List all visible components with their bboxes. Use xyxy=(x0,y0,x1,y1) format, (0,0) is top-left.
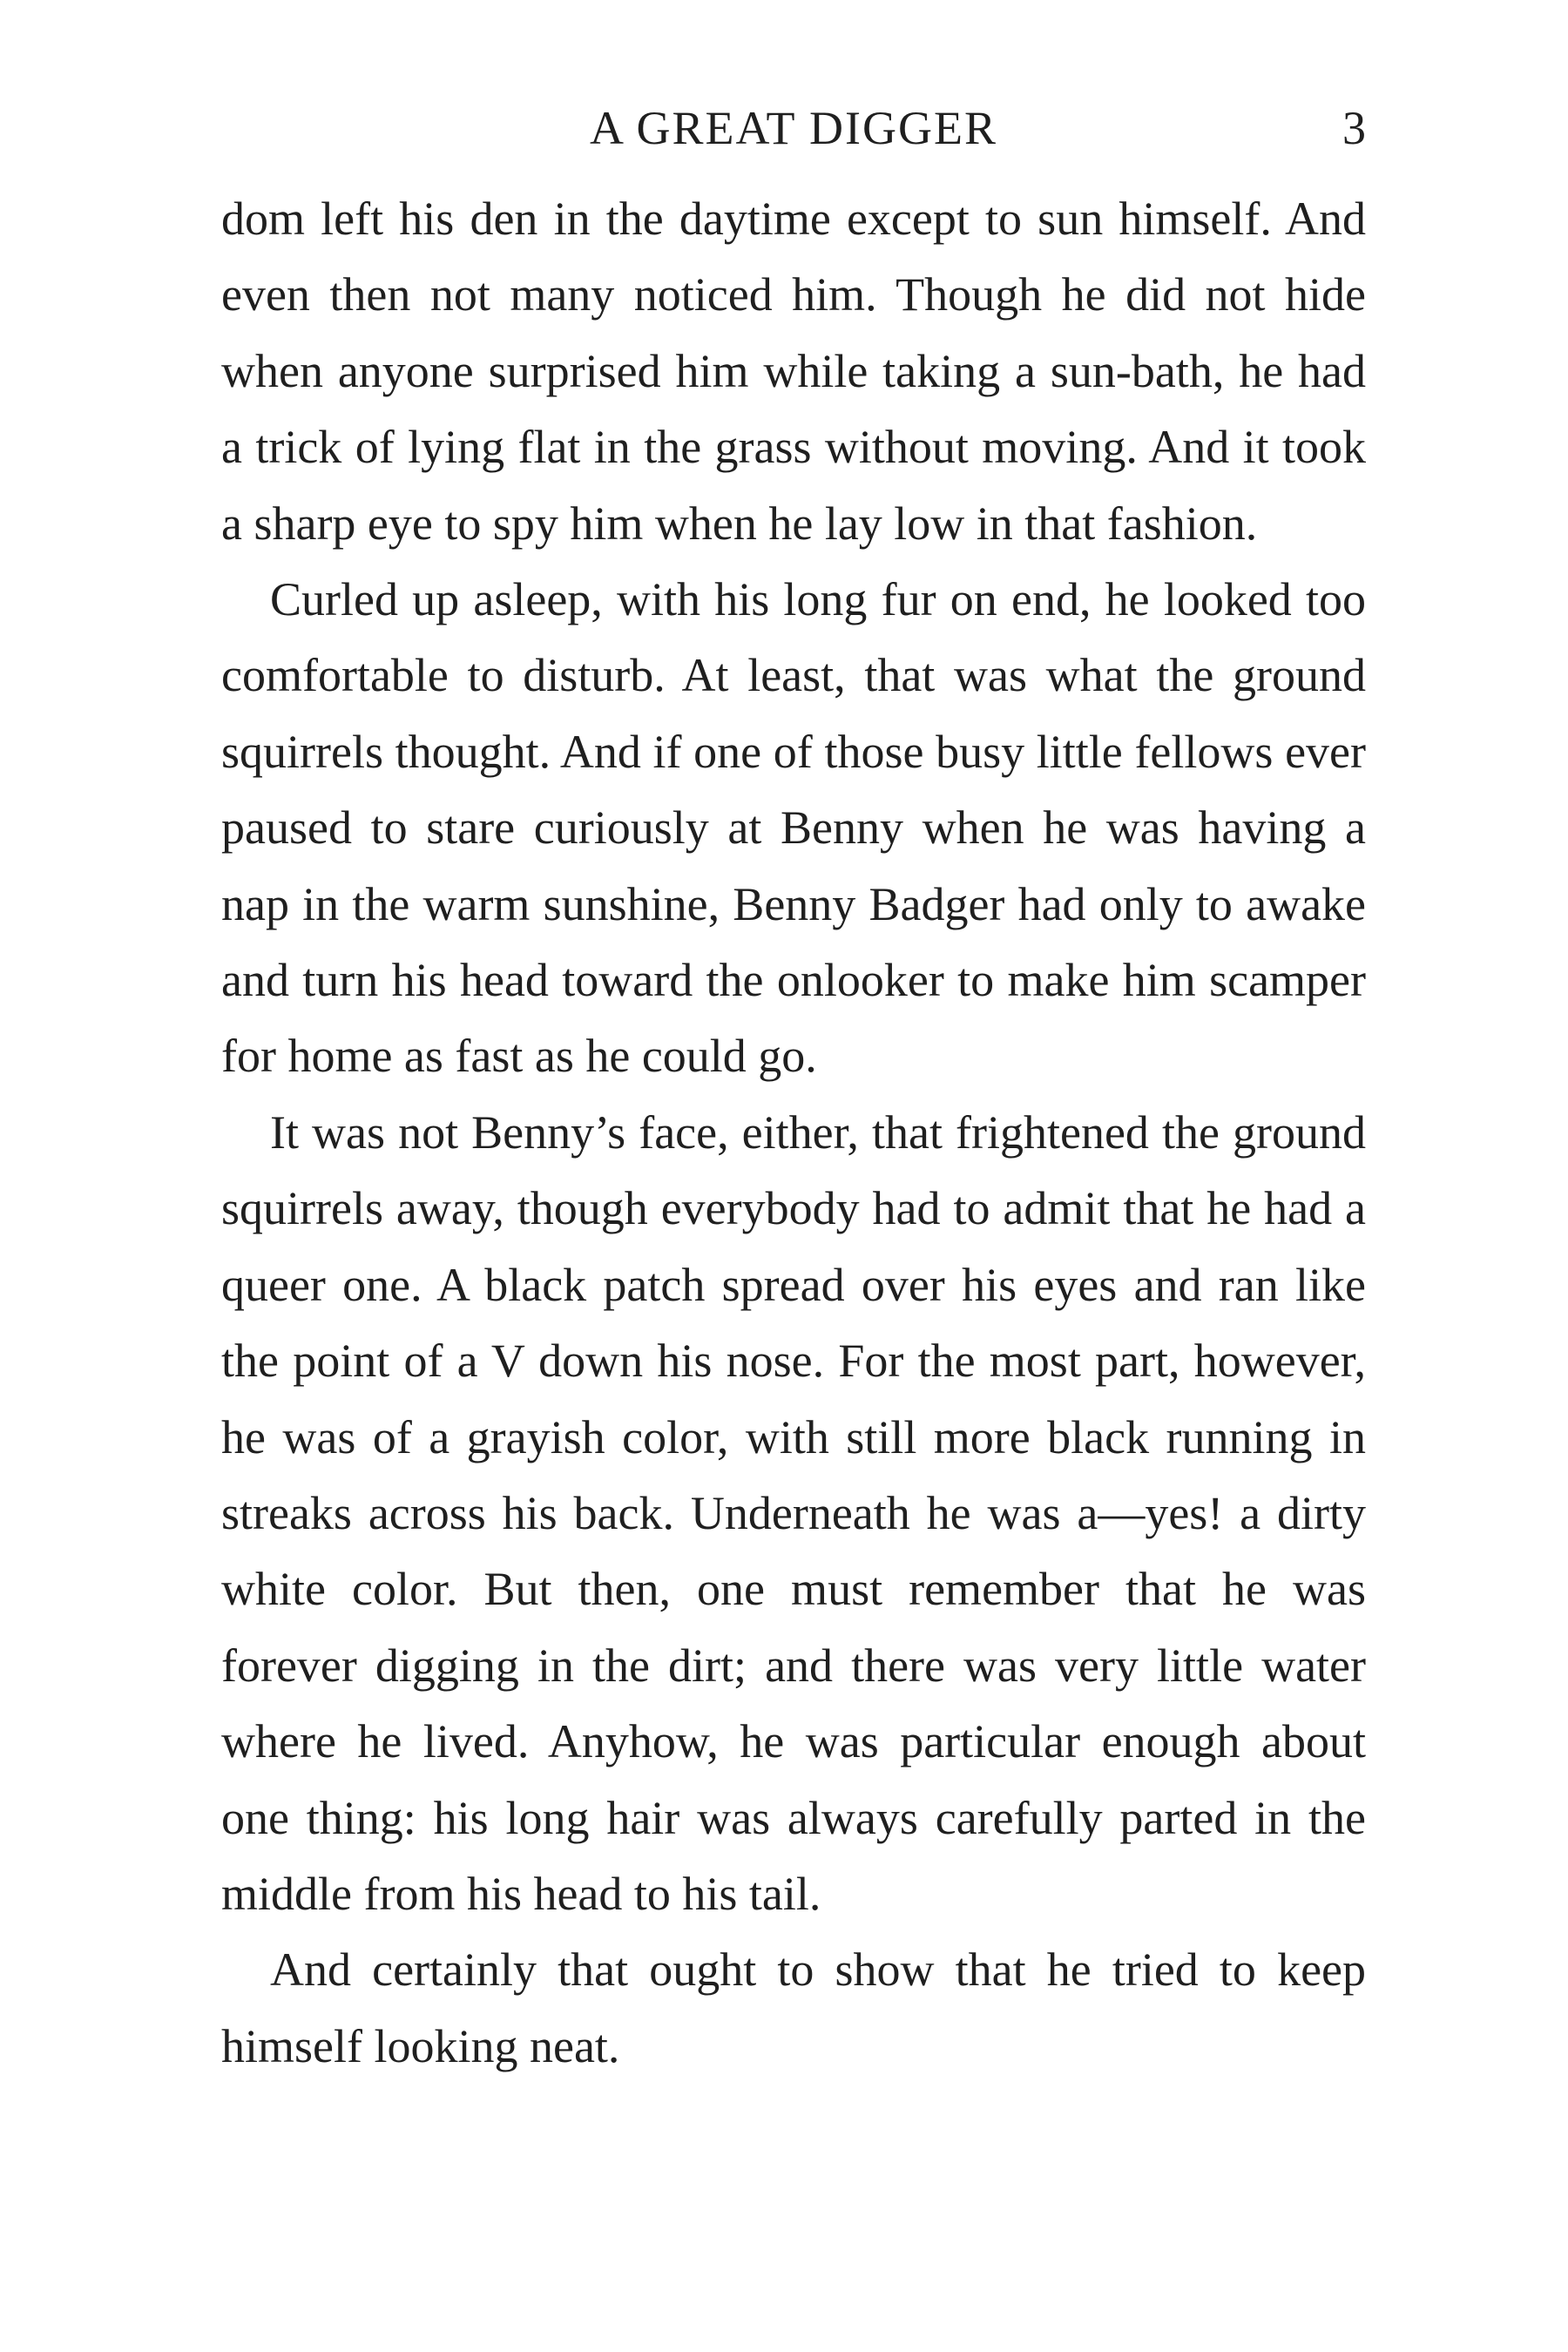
paragraph-1: dom left his den in the daytime except to sun himself. And even then not many noticed him. Though he did not hide when anyone surprised him while taking a sun-bath, he had a trick of lying flat in the grass without moving. And it took a sharp eye to spy him when he lay low in that fashion. xyxy=(221,193,1366,550)
page-number: 3 xyxy=(1342,102,1366,154)
paragraph-4: And certainly that ought to show that he tried to keep himself looking neat. xyxy=(221,1943,1366,2072)
paragraph-2: Curled up asleep, with his long fur on end, he looked too comfortable to disturb. At least, that was what the ground squirrels thought. And if one of those busy little fellows ever paused to stare curiously at Benny when he was having a nap in the warm sunshine, Benny Badger had only to awake and turn his head toward the onlooker to make him scamper for home as fast as he could go. xyxy=(221,573,1366,1083)
body-text xyxy=(221,181,1366,2085)
running-head xyxy=(221,98,1366,159)
paragraph-3: It was not Benny’s face, either, that frightened the ground squirrels away, though everybody had to admit that he had a queer one. A black patch spread over his eyes and ran like the point of a V down his nose. For the most part, however, he was of a grayish color, with still more black running in streaks across his back. Underneath he was a—yes! a dirty white color. But then, one must remember that he was forever digging in the dirt; and there was very little water where he lived. Anyhow, he was particular enough about one thing: his long hair was always carefully parted in the middle from his head to his tail. xyxy=(221,1105,1366,1920)
chapter-title: A GREAT DIGGER xyxy=(589,102,997,154)
